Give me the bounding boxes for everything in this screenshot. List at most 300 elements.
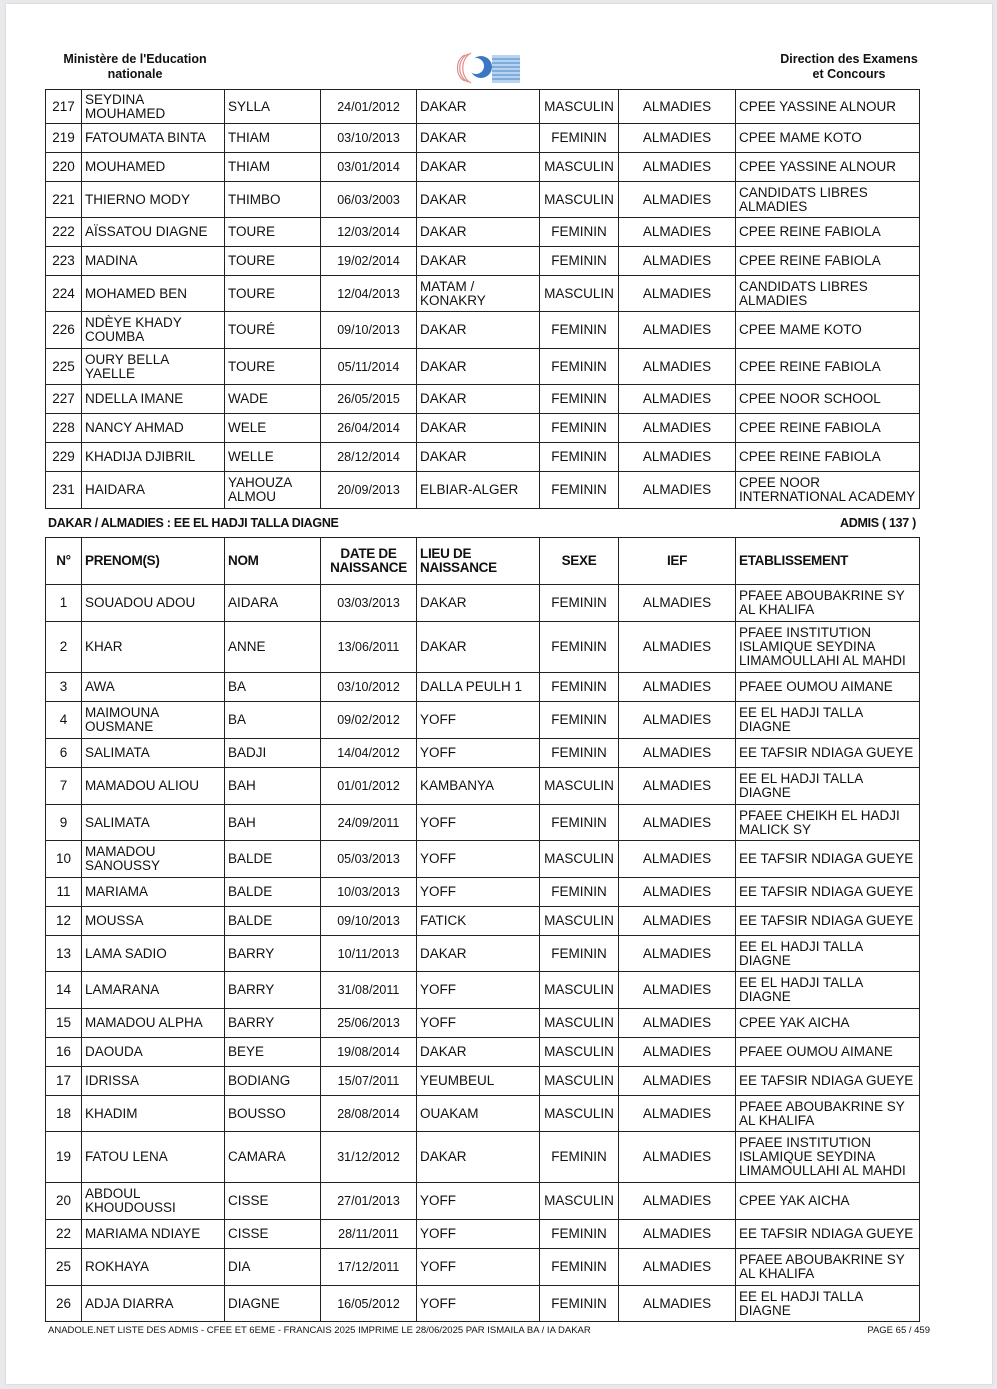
- cell-lieu: DAKAR: [417, 385, 540, 414]
- cell-etablissement: CPEE REINE FABIOLA: [736, 414, 920, 443]
- table-row: [46, 414, 920, 443]
- cell-prenom: AÏSSATOU DIAGNE: [82, 218, 225, 247]
- cell-etablissement: CPEE REINE FABIOLA: [736, 218, 920, 247]
- cell-nom: BAH: [225, 805, 321, 841]
- cell-lieu: DAKAR: [417, 90, 540, 124]
- cell-nom: YAHOUZA ALMOU: [225, 472, 321, 509]
- cell-lieu: ELBIAR-ALGER: [417, 472, 540, 509]
- cell-date: 14/04/2012: [321, 739, 417, 768]
- cell-etablissement: CPEE REINE FABIOLA: [736, 247, 920, 276]
- cell-ief: ALMADIES: [619, 247, 736, 276]
- cell-nom: BADJI: [225, 739, 321, 768]
- cell-sexe: MASCULIN: [540, 841, 619, 878]
- cell-etablissement: EE TAFSIR NDIAGA GUEYE: [736, 841, 920, 878]
- cell-prenom: AWA: [82, 673, 225, 702]
- cell-date: 03/10/2013: [321, 124, 417, 153]
- cell-lieu: YEUMBEUL: [417, 1067, 540, 1096]
- cell-nom: CISSE: [225, 1183, 321, 1220]
- cell-sexe: FEMININ: [540, 472, 619, 509]
- cell-sexe: FEMININ: [540, 1220, 619, 1249]
- cell-prenom: NANCY AHMAD: [82, 414, 225, 443]
- cell-sexe: FEMININ: [540, 124, 619, 153]
- cell-num: 3: [46, 673, 82, 702]
- cell-lieu: DAKAR: [417, 622, 540, 673]
- table-row: [46, 702, 920, 739]
- table-row: [46, 1132, 920, 1183]
- table-row: [46, 182, 920, 218]
- cell-ief: ALMADIES: [619, 1249, 736, 1286]
- table-row: [46, 972, 920, 1009]
- cell-num: 15: [46, 1009, 82, 1038]
- cell-lieu: OUAKAM: [417, 1096, 540, 1132]
- cell-nom: BODIANG: [225, 1067, 321, 1096]
- cell-num: 9: [46, 805, 82, 841]
- cell-date: 26/05/2015: [321, 385, 417, 414]
- cell-lieu: DAKAR: [417, 312, 540, 349]
- cell-lieu: DAKAR: [417, 1132, 540, 1183]
- cell-num: 26: [46, 1286, 82, 1322]
- cell-num: 228: [46, 414, 82, 443]
- cell-nom: TOURE: [225, 247, 321, 276]
- cell-lieu: YOFF: [417, 739, 540, 768]
- cell-ief: ALMADIES: [619, 768, 736, 805]
- cell-sexe: MASCULIN: [540, 972, 619, 1009]
- cell-num: 221: [46, 182, 82, 218]
- cell-date: 13/06/2011: [321, 622, 417, 673]
- cell-num: 18: [46, 1096, 82, 1132]
- cell-sexe: MASCULIN: [540, 276, 619, 312]
- cell-lieu: DAKAR: [417, 349, 540, 385]
- cell-lieu: YOFF: [417, 1009, 540, 1038]
- cell-lieu: DAKAR: [417, 414, 540, 443]
- cell-lieu: YOFF: [417, 702, 540, 739]
- cell-ief: ALMADIES: [619, 385, 736, 414]
- direction-name-line2: et Concours: [812, 67, 886, 81]
- cell-ief: ALMADIES: [619, 878, 736, 907]
- footer-print-info: ANADOLE.NET LISTE DES ADMIS - CFEE ET 6EME - FRANCAIS 2025 IMPRIME LE 28/06/2025 PAR ISMAILA BA / IA DAKAR: [48, 1325, 591, 1336]
- cell-num: 7: [46, 768, 82, 805]
- cell-date: 05/11/2014: [321, 349, 417, 385]
- cell-nom: BAH: [225, 768, 321, 805]
- table-row: [46, 585, 920, 622]
- cell-lieu: DAKAR: [417, 124, 540, 153]
- cell-date: 03/03/2013: [321, 585, 417, 622]
- cell-num: 217: [46, 90, 82, 124]
- table-row: [46, 841, 920, 878]
- results-table-continued-body: [46, 90, 920, 509]
- cell-num: 223: [46, 247, 82, 276]
- cell-date: 03/01/2014: [321, 153, 417, 182]
- cell-prenom: SALIMATA: [82, 739, 225, 768]
- table-row: [46, 312, 920, 349]
- cell-etablissement: PFAEE INSTITUTION ISLAMIQUE SEYDINA LIMAMOULLAHI AL MAHDI: [736, 1132, 920, 1183]
- cell-date: 19/08/2014: [321, 1038, 417, 1067]
- cell-lieu: DAKAR: [417, 218, 540, 247]
- ministry-header: [50, 52, 220, 82]
- cell-etablissement: CPEE REINE FABIOLA: [736, 349, 920, 385]
- cell-date: 27/01/2013: [321, 1183, 417, 1220]
- cell-sexe: FEMININ: [540, 936, 619, 972]
- cell-prenom: KHADIM: [82, 1096, 225, 1132]
- cell-ief: ALMADIES: [619, 972, 736, 1009]
- cell-date: 12/03/2014: [321, 218, 417, 247]
- cell-num: 25: [46, 1249, 82, 1286]
- cell-sexe: FEMININ: [540, 1249, 619, 1286]
- cell-etablissement: EE EL HADJI TALLA DIAGNE: [736, 768, 920, 805]
- cell-num: 219: [46, 124, 82, 153]
- cell-sexe: MASCULIN: [540, 90, 619, 124]
- cell-num: 6: [46, 739, 82, 768]
- cell-lieu: YOFF: [417, 805, 540, 841]
- cell-date: 09/10/2013: [321, 907, 417, 936]
- cell-num: 11: [46, 878, 82, 907]
- table-row: [46, 1220, 920, 1249]
- cell-prenom: SOUADOU ADOU: [82, 585, 225, 622]
- cell-ief: ALMADIES: [619, 805, 736, 841]
- cell-ief: ALMADIES: [619, 1038, 736, 1067]
- cell-lieu: YOFF: [417, 841, 540, 878]
- cell-nom: BEYE: [225, 1038, 321, 1067]
- cell-ief: ALMADIES: [619, 1132, 736, 1183]
- cell-etablissement: CPEE YASSINE ALNOUR: [736, 153, 920, 182]
- cell-prenom: ABDOUL KHOUDOUSSI: [82, 1183, 225, 1220]
- cell-lieu: DAKAR: [417, 182, 540, 218]
- cell-etablissement: CPEE NOOR INTERNATIONAL ACADEMY: [736, 472, 920, 509]
- cell-ief: ALMADIES: [619, 312, 736, 349]
- cell-etablissement: PFAEE OUMOU AIMANE: [736, 1038, 920, 1067]
- cell-sexe: MASCULIN: [540, 1183, 619, 1220]
- cell-sexe: FEMININ: [540, 1286, 619, 1322]
- cell-num: 229: [46, 443, 82, 472]
- cell-sexe: FEMININ: [540, 443, 619, 472]
- cell-num: 222: [46, 218, 82, 247]
- cell-etablissement: EE TAFSIR NDIAGA GUEYE: [736, 739, 920, 768]
- cell-ief: ALMADIES: [619, 622, 736, 673]
- cell-nom: BARRY: [225, 936, 321, 972]
- cell-ief: ALMADIES: [619, 472, 736, 509]
- cell-num: 227: [46, 385, 82, 414]
- cell-ief: ALMADIES: [619, 936, 736, 972]
- cell-lieu: YOFF: [417, 1286, 540, 1322]
- col-header-lieu: LIEU DE NAISSANCE: [417, 538, 540, 585]
- col-header-etablissement: ETABLISSEMENT: [736, 538, 920, 585]
- cell-date: 31/08/2011: [321, 972, 417, 1009]
- direction-header: [764, 52, 934, 82]
- table-row: [46, 1038, 920, 1067]
- results-table-body: [46, 585, 920, 1322]
- cell-nom: TOURÉ: [225, 312, 321, 349]
- cell-ief: ALMADIES: [619, 90, 736, 124]
- col-header-nom: NOM: [225, 538, 321, 585]
- table-row: [46, 385, 920, 414]
- cell-lieu: DAKAR: [417, 936, 540, 972]
- results-table: [45, 537, 920, 1322]
- admis-count: ADMIS ( 137 ): [840, 516, 916, 530]
- cell-etablissement: EE TAFSIR NDIAGA GUEYE: [736, 878, 920, 907]
- cell-prenom: KHAR: [82, 622, 225, 673]
- cell-etablissement: EE EL HADJI TALLA DIAGNE: [736, 972, 920, 1009]
- cell-prenom: SALIMATA: [82, 805, 225, 841]
- col-header-sexe: SEXE: [540, 538, 619, 585]
- table-row: [46, 1286, 920, 1322]
- cell-nom: TOURE: [225, 218, 321, 247]
- cell-nom: CISSE: [225, 1220, 321, 1249]
- cell-ief: ALMADIES: [619, 443, 736, 472]
- table-row: [46, 1067, 920, 1096]
- table-row: [46, 673, 920, 702]
- cell-ief: ALMADIES: [619, 702, 736, 739]
- cell-date: 17/12/2011: [321, 1249, 417, 1286]
- col-header-ief: IEF: [619, 538, 736, 585]
- cell-lieu: YOFF: [417, 1183, 540, 1220]
- cell-etablissement: CPEE MAME KOTO: [736, 124, 920, 153]
- cell-etablissement: EE TAFSIR NDIAGA GUEYE: [736, 1067, 920, 1096]
- table-row: [46, 124, 920, 153]
- cell-etablissement: CPEE YAK AICHA: [736, 1009, 920, 1038]
- cell-date: 20/09/2013: [321, 472, 417, 509]
- cell-lieu: YOFF: [417, 878, 540, 907]
- cell-sexe: FEMININ: [540, 385, 619, 414]
- cell-sexe: FEMININ: [540, 622, 619, 673]
- cell-date: 28/12/2014: [321, 443, 417, 472]
- cell-lieu: DALLA PEULH 1: [417, 673, 540, 702]
- cell-prenom: ROKHAYA: [82, 1249, 225, 1286]
- page-number: PAGE 65 / 459: [867, 1325, 930, 1336]
- cell-date: 26/04/2014: [321, 414, 417, 443]
- section-title: DAKAR / ALMADIES : EE EL HADJI TALLA DIAGNE: [48, 516, 339, 530]
- cell-date: 09/10/2013: [321, 312, 417, 349]
- cell-etablissement: CPEE YAK AICHA: [736, 1183, 920, 1220]
- cell-sexe: FEMININ: [540, 1132, 619, 1183]
- cell-etablissement: CANDIDATS LIBRES ALMADIES: [736, 182, 920, 218]
- cell-nom: DIAGNE: [225, 1286, 321, 1322]
- cell-ief: ALMADIES: [619, 907, 736, 936]
- table-row: [46, 1183, 920, 1220]
- table-row: [46, 936, 920, 972]
- cell-nom: TOURE: [225, 349, 321, 385]
- cell-lieu: FATICK: [417, 907, 540, 936]
- cell-etablissement: PFAEE INSTITUTION ISLAMIQUE SEYDINA LIMAMOULLAHI AL MAHDI: [736, 622, 920, 673]
- cell-num: 12: [46, 907, 82, 936]
- cell-date: 05/03/2013: [321, 841, 417, 878]
- table-row: [46, 1096, 920, 1132]
- direction-name-line1: Direction des Examens: [780, 52, 918, 66]
- cell-date: 12/04/2013: [321, 276, 417, 312]
- cell-ief: ALMADIES: [619, 1096, 736, 1132]
- cell-sexe: MASCULIN: [540, 907, 619, 936]
- cell-etablissement: CPEE YASSINE ALNOUR: [736, 90, 920, 124]
- cell-num: 220: [46, 153, 82, 182]
- cell-sexe: FEMININ: [540, 414, 619, 443]
- cell-prenom: MOUSSA: [82, 907, 225, 936]
- cell-sexe: FEMININ: [540, 673, 619, 702]
- cell-prenom: OURY BELLA YAELLE: [82, 349, 225, 385]
- cell-nom: THIAM: [225, 153, 321, 182]
- cell-prenom: MARIAMA: [82, 878, 225, 907]
- cell-sexe: FEMININ: [540, 805, 619, 841]
- cell-date: 28/11/2011: [321, 1220, 417, 1249]
- cell-ief: ALMADIES: [619, 276, 736, 312]
- cell-prenom: MOHAMED BEN: [82, 276, 225, 312]
- cell-num: 225: [46, 349, 82, 385]
- cell-nom: BALDE: [225, 907, 321, 936]
- cell-prenom: MAIMOUNA OUSMANE: [82, 702, 225, 739]
- cell-ief: ALMADIES: [619, 218, 736, 247]
- cell-nom: WADE: [225, 385, 321, 414]
- cell-prenom: SEYDINA MOUHAMED: [82, 90, 225, 124]
- cell-prenom: MOUHAMED: [82, 153, 225, 182]
- cell-ief: ALMADIES: [619, 1009, 736, 1038]
- cell-ief: ALMADIES: [619, 739, 736, 768]
- cell-sexe: FEMININ: [540, 218, 619, 247]
- cell-prenom: KHADIJA DJIBRIL: [82, 443, 225, 472]
- cell-num: 20: [46, 1183, 82, 1220]
- cell-prenom: MARIAMA NDIAYE: [82, 1220, 225, 1249]
- table-row: [46, 349, 920, 385]
- cell-nom: ANNE: [225, 622, 321, 673]
- table-row: [46, 443, 920, 472]
- cell-num: 4: [46, 702, 82, 739]
- table-row: [46, 1249, 920, 1286]
- cell-date: 24/09/2011: [321, 805, 417, 841]
- table-row: [46, 768, 920, 805]
- cell-sexe: FEMININ: [540, 349, 619, 385]
- ministry-name-line2: nationale: [107, 67, 163, 81]
- cell-nom: BOUSSO: [225, 1096, 321, 1132]
- cell-date: 31/12/2012: [321, 1132, 417, 1183]
- cell-date: 16/05/2012: [321, 1286, 417, 1322]
- table-row: [46, 805, 920, 841]
- cell-prenom: MADINA: [82, 247, 225, 276]
- cell-lieu: DAKAR: [417, 153, 540, 182]
- cell-prenom: ADJA DIARRA: [82, 1286, 225, 1322]
- cell-etablissement: PFAEE OUMOU AIMANE: [736, 673, 920, 702]
- cell-num: 14: [46, 972, 82, 1009]
- cell-sexe: FEMININ: [540, 702, 619, 739]
- cell-sexe: MASCULIN: [540, 182, 619, 218]
- cell-ief: ALMADIES: [619, 1286, 736, 1322]
- cell-date: 10/03/2013: [321, 878, 417, 907]
- table-row: [46, 153, 920, 182]
- table-row: [46, 90, 920, 124]
- cell-prenom: HAIDARA: [82, 472, 225, 509]
- cell-date: 01/01/2012: [321, 768, 417, 805]
- cell-nom: SYLLA: [225, 90, 321, 124]
- cell-nom: BA: [225, 673, 321, 702]
- cell-prenom: NDÈYE KHADY COUMBA: [82, 312, 225, 349]
- cell-prenom: MAMADOU ALIOU: [82, 768, 225, 805]
- cell-ief: ALMADIES: [619, 124, 736, 153]
- cell-nom: WELLE: [225, 443, 321, 472]
- section-header: [48, 516, 916, 532]
- results-table-continued: [45, 89, 920, 509]
- cell-etablissement: PFAEE CHEIKH EL HADJI MALICK SY: [736, 805, 920, 841]
- cell-num: 226: [46, 312, 82, 349]
- cell-nom: DIA: [225, 1249, 321, 1286]
- cell-num: 224: [46, 276, 82, 312]
- cell-etablissement: CPEE NOOR SCHOOL: [736, 385, 920, 414]
- cell-date: 24/01/2012: [321, 90, 417, 124]
- cell-ief: ALMADIES: [619, 414, 736, 443]
- cell-nom: AIDARA: [225, 585, 321, 622]
- cell-etablissement: EE EL HADJI TALLA DIAGNE: [736, 936, 920, 972]
- cell-nom: BALDE: [225, 841, 321, 878]
- cell-etablissement: PFAEE ABOUBAKRINE SY AL KHALIFA: [736, 585, 920, 622]
- cell-ief: ALMADIES: [619, 585, 736, 622]
- table-row: [46, 276, 920, 312]
- cell-etablissement: EE TAFSIR NDIAGA GUEYE: [736, 1220, 920, 1249]
- cell-date: 15/07/2011: [321, 1067, 417, 1096]
- cell-etablissement: CPEE REINE FABIOLA: [736, 443, 920, 472]
- cell-etablissement: EE EL HADJI TALLA DIAGNE: [736, 1286, 920, 1322]
- cell-etablissement: EE EL HADJI TALLA DIAGNE: [736, 702, 920, 739]
- cell-num: 19: [46, 1132, 82, 1183]
- cell-nom: BARRY: [225, 972, 321, 1009]
- col-header-num: N°: [46, 538, 82, 585]
- cell-etablissement: CPEE MAME KOTO: [736, 312, 920, 349]
- cell-sexe: MASCULIN: [540, 1009, 619, 1038]
- cell-num: 22: [46, 1220, 82, 1249]
- cell-ief: ALMADIES: [619, 153, 736, 182]
- table-row: [46, 878, 920, 907]
- cell-lieu: DAKAR: [417, 1038, 540, 1067]
- table-row: [46, 247, 920, 276]
- cell-ief: ALMADIES: [619, 1220, 736, 1249]
- cell-etablissement: CANDIDATS LIBRES ALMADIES: [736, 276, 920, 312]
- cell-sexe: MASCULIN: [540, 1038, 619, 1067]
- cell-sexe: FEMININ: [540, 585, 619, 622]
- cell-nom: THIMBO: [225, 182, 321, 218]
- cell-num: 231: [46, 472, 82, 509]
- cell-prenom: LAMA SADIO: [82, 936, 225, 972]
- cell-prenom: FATOU LENA: [82, 1132, 225, 1183]
- cell-lieu: YOFF: [417, 972, 540, 1009]
- cell-lieu: KAMBANYA: [417, 768, 540, 805]
- cell-sexe: MASCULIN: [540, 1096, 619, 1132]
- cell-nom: CAMARA: [225, 1132, 321, 1183]
- cell-sexe: FEMININ: [540, 878, 619, 907]
- cell-ief: ALMADIES: [619, 349, 736, 385]
- cell-num: 16: [46, 1038, 82, 1067]
- page-footer: [48, 1325, 930, 1339]
- cell-sexe: FEMININ: [540, 739, 619, 768]
- cell-date: 10/11/2013: [321, 936, 417, 972]
- cell-date: 25/06/2013: [321, 1009, 417, 1038]
- cell-prenom: LAMARANA: [82, 972, 225, 1009]
- ministry-name-line1: Ministère de l'Education: [63, 52, 207, 66]
- table-row: [46, 907, 920, 936]
- cell-prenom: NDELLA IMANE: [82, 385, 225, 414]
- cell-date: 06/03/2003: [321, 182, 417, 218]
- cell-etablissement: PFAEE ABOUBAKRINE SY AL KHALIFA: [736, 1096, 920, 1132]
- cell-sexe: FEMININ: [540, 247, 619, 276]
- table-header-row: [46, 538, 920, 585]
- cell-date: 28/08/2014: [321, 1096, 417, 1132]
- cell-lieu: DAKAR: [417, 247, 540, 276]
- table-row: [46, 472, 920, 509]
- cell-num: 13: [46, 936, 82, 972]
- col-header-date: DATE DE NAISSANCE: [321, 538, 417, 585]
- cell-lieu: DAKAR: [417, 443, 540, 472]
- cell-lieu: YOFF: [417, 1220, 540, 1249]
- cell-nom: BALDE: [225, 878, 321, 907]
- cell-prenom: MAMADOU SANOUSSY: [82, 841, 225, 878]
- cell-nom: TOURE: [225, 276, 321, 312]
- ministry-logo-icon: [451, 49, 521, 87]
- cell-num: 17: [46, 1067, 82, 1096]
- cell-prenom: MAMADOU ALPHA: [82, 1009, 225, 1038]
- table-row: [46, 622, 920, 673]
